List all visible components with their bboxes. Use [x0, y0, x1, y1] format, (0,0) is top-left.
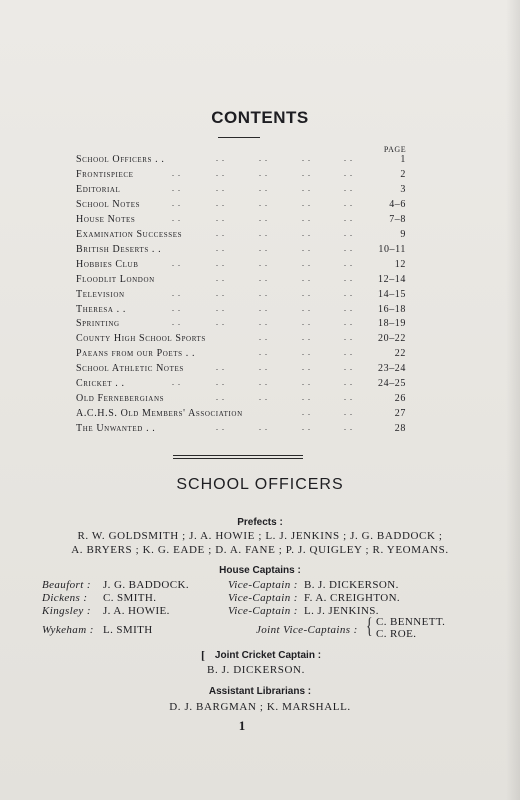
contents-entry-title: School Athletic Notes — [76, 363, 184, 375]
leader-dots: . . — [302, 168, 311, 178]
leader-dots: . . — [172, 288, 181, 298]
contents-entry — [76, 244, 406, 259]
contents-title: CONTENTS — [211, 108, 309, 127]
leader-dots: . . — [172, 378, 181, 388]
divider-rule-top — [173, 455, 303, 456]
leader-dots: . . — [172, 198, 181, 208]
leader-dots: . . — [259, 303, 268, 313]
leader-dots: . . — [259, 288, 268, 298]
contents-entry-title: Paeans from our Poets . . — [76, 348, 196, 360]
leader-dots: . . — [172, 168, 181, 178]
contents-entry-page: 16–18 — [378, 303, 406, 315]
leader-dots: . . — [344, 168, 353, 178]
leader-dots: . . — [302, 348, 311, 358]
leader-dots: . . — [302, 243, 311, 253]
contents-entry — [76, 274, 406, 289]
leader-dots: . . — [259, 154, 268, 163]
contents-entry-page: 2 — [400, 168, 406, 180]
contents-entry — [76, 378, 406, 393]
leader-dots: . . — [302, 288, 311, 298]
leader-dots: . . — [302, 318, 311, 328]
leader-dots: . . — [259, 348, 268, 358]
page-number: 1 — [238, 718, 246, 733]
bracket-mark: [ — [201, 648, 205, 662]
assistant-librarians-names: D. J. BARGMAN ; K. MARSHALL. — [169, 701, 351, 713]
contents-entry — [76, 169, 406, 184]
leader-dots: . . — [344, 423, 353, 433]
contents-entry-page: 14–15 — [378, 288, 406, 300]
vice-kingsley: L. J. JENKINS. — [304, 605, 379, 617]
contents-entry — [76, 259, 406, 274]
leader-dots: . . — [216, 154, 225, 163]
captain-kingsley: J. A. HOWIE. — [103, 605, 170, 617]
contents-entry-page: 28 — [394, 423, 406, 435]
house-label-beaufort: Beaufort : — [42, 579, 91, 591]
contents-entry-page: 12–14 — [378, 273, 406, 285]
contents-entry-title: County High School Sports — [76, 333, 206, 345]
leader-dots: . . — [302, 183, 311, 193]
leader-dots: . . — [302, 228, 311, 238]
prefects-heading: Prefects : — [237, 517, 283, 528]
leader-dots: . . — [216, 363, 225, 373]
leader-dots: . . — [302, 154, 311, 163]
prefects-line-1: R. W. GOLDSMITH ; J. A. HOWIE ; L. J. JENKINS ; J. G. BADDOCK ; — [77, 530, 443, 542]
contents-entry-title: A.C.H.S. Old Members' Association — [76, 408, 243, 420]
contents-entry-page: 3 — [400, 183, 406, 195]
leader-dots: . . — [259, 333, 268, 343]
leader-dots: . . — [216, 303, 225, 313]
contents-entry-page: 27 — [394, 408, 406, 420]
leader-dots: . . — [259, 168, 268, 178]
leader-dots: . . — [216, 198, 225, 208]
leader-dots: . . — [216, 183, 225, 193]
contents-entry-page: 23–24 — [378, 363, 406, 375]
contents-entry-title: Editorial — [76, 183, 121, 195]
contents-entry-title: British Deserts . . — [76, 243, 162, 255]
leader-dots: . . — [302, 333, 311, 343]
leader-dots: . . — [302, 303, 311, 313]
vice-dickens: F. A. CREIGHTON. — [304, 592, 401, 604]
house-label-wykeham: Wykeham : — [42, 624, 94, 636]
contents-entry-page: 20–22 — [378, 333, 406, 345]
leader-dots: . . — [216, 228, 225, 238]
leader-dots: . . — [259, 198, 268, 208]
leader-dots: . . — [302, 198, 311, 208]
contents-entry — [76, 423, 406, 438]
title-rule — [218, 137, 260, 138]
leader-dots: . . — [259, 228, 268, 238]
leader-dots: . . — [216, 378, 225, 388]
leader-dots: . . — [172, 258, 181, 268]
leader-dots: . . — [344, 198, 353, 208]
cricket-captain-heading: Joint Cricket Captain : — [214, 650, 322, 661]
leader-dots: . . — [259, 378, 268, 388]
leader-dots: . . — [259, 258, 268, 268]
contents-entry — [76, 229, 406, 244]
contents-entry-title: Frontispiece — [76, 168, 134, 180]
contents-entry — [76, 184, 406, 199]
leader-dots: . . — [344, 408, 353, 418]
leader-dots: . . — [216, 168, 225, 178]
contents-entry-page: 10–11 — [378, 243, 406, 255]
contents-entry — [76, 408, 406, 423]
leader-dots: . . — [344, 393, 353, 403]
leader-dots: . . — [344, 318, 353, 328]
leader-dots: . . — [302, 423, 311, 433]
contents-entry-title: House Notes — [76, 213, 136, 225]
contents-entry-title: School Officers . . — [76, 154, 165, 165]
contents-entry — [76, 333, 406, 348]
house-captains-heading: House Captains : — [219, 565, 301, 576]
leader-dots: . . — [344, 258, 353, 268]
leader-dots: . . — [302, 213, 311, 223]
leader-dots: . . — [172, 303, 181, 313]
contents-entry-title: Television — [76, 288, 125, 300]
contents-entry — [76, 363, 406, 378]
contents-entry-page: 18–19 — [378, 318, 406, 330]
leader-dots: . . — [344, 183, 353, 193]
leader-dots: . . — [216, 318, 225, 328]
leader-dots: . . — [259, 363, 268, 373]
leader-dots: . . — [259, 243, 268, 253]
leader-dots: . . — [302, 273, 311, 283]
contents-entry — [76, 199, 406, 214]
contents-entry-page: 1 — [400, 154, 406, 165]
contents-entry-page: 4–6 — [389, 198, 406, 210]
joint-vice-2: C. ROE. — [376, 628, 417, 640]
leader-dots: . . — [344, 303, 353, 313]
leader-dots: . . — [172, 318, 181, 328]
divider-rule-bottom — [173, 458, 303, 459]
leader-dots: . . — [259, 213, 268, 223]
leader-dots: . . — [216, 288, 225, 298]
leader-dots: . . — [302, 393, 311, 403]
leader-dots: . . — [344, 243, 353, 253]
brace-glyph: { — [366, 613, 373, 638]
school-officers-title: SCHOOL OFFICERS — [176, 476, 344, 493]
leader-dots: . . — [344, 154, 353, 163]
vice-label-beaufort: Vice-Captain : — [228, 579, 298, 591]
leader-dots: . . — [259, 423, 268, 433]
leader-dots: . . — [302, 408, 311, 418]
leader-dots: . . — [344, 348, 353, 358]
contents-entry-title: School Notes — [76, 198, 141, 210]
contents-entry — [76, 154, 406, 169]
house-label-kingsley: Kingsley : — [42, 605, 91, 617]
leader-dots: . . — [344, 213, 353, 223]
leader-dots: . . — [344, 288, 353, 298]
contents-entry — [76, 393, 406, 408]
assistant-librarians-heading: Assistant Librarians : — [208, 686, 312, 697]
leader-dots: . . — [259, 393, 268, 403]
contents-entry-page: 22 — [394, 348, 406, 360]
contents-entry-page: 24–25 — [378, 378, 406, 390]
joint-vice-1: C. BENNETT. — [376, 616, 446, 628]
prefects-line-2: A. BRYERS ; K. G. EADE ; D. A. FANE ; P. J. QUIGLEY ; R. YEOMANS. — [71, 544, 449, 556]
captain-beaufort: J. G. BADDOCK. — [103, 579, 189, 591]
leader-dots: . . — [216, 243, 225, 253]
contents-entry-title: Old Fernebergians — [76, 393, 165, 405]
contents-entry — [76, 214, 406, 229]
contents-entry-title: Hobbies Club — [76, 258, 139, 270]
leader-dots: . . — [344, 273, 353, 283]
contents-entry-title: Theresa . . — [76, 303, 126, 315]
vice-label-wykeham: Joint Vice-Captains : — [256, 624, 358, 636]
leader-dots: . . — [172, 213, 181, 223]
leader-dots: . . — [344, 228, 353, 238]
cricket-captain-name: B. J. DICKERSON. — [207, 664, 305, 676]
contents-entry-page: 12 — [394, 258, 406, 270]
leader-dots: . . — [216, 258, 225, 268]
contents-entry-title: Sprinting — [76, 318, 120, 330]
leader-dots: . . — [172, 183, 181, 193]
leader-dots: . . — [216, 393, 225, 403]
leader-dots: . . — [259, 183, 268, 193]
leader-dots: . . — [344, 378, 353, 388]
vice-beaufort: B. J. DICKERSON. — [304, 579, 399, 591]
vice-label-dickens: Vice-Captain : — [228, 592, 298, 604]
leader-dots: . . — [302, 378, 311, 388]
leader-dots: . . — [302, 258, 311, 268]
contents-entry-title: Floodlit London — [76, 273, 155, 285]
leader-dots: . . — [259, 318, 268, 328]
leader-dots: . . — [216, 213, 225, 223]
contents-entry — [76, 318, 406, 333]
contents-entry-title: Examination Successes — [76, 228, 183, 240]
contents-entry-title: Cricket . . — [76, 378, 125, 390]
contents-entry — [76, 304, 406, 319]
page-column-header: PAGE — [383, 145, 407, 154]
vice-label-kingsley: Vice-Captain : — [228, 605, 298, 617]
leader-dots: . . — [302, 363, 311, 373]
contents-entry-title: The Unwanted . . — [76, 423, 156, 435]
leader-dots: . . — [344, 363, 353, 373]
contents-entry-page: 7–8 — [389, 213, 406, 225]
contents-entry-page: 26 — [394, 393, 406, 405]
house-label-dickens: Dickens : — [42, 592, 88, 604]
captain-wykeham: L. SMITH — [103, 624, 153, 636]
contents-entry — [76, 289, 406, 304]
leader-dots: . . — [259, 273, 268, 283]
leader-dots: . . — [216, 423, 225, 433]
leader-dots: . . — [344, 333, 353, 343]
leader-dots: . . — [216, 273, 225, 283]
contents-entry-page: 9 — [400, 228, 406, 240]
contents-entry — [76, 348, 406, 363]
captain-dickens: C. SMITH. — [103, 592, 157, 604]
